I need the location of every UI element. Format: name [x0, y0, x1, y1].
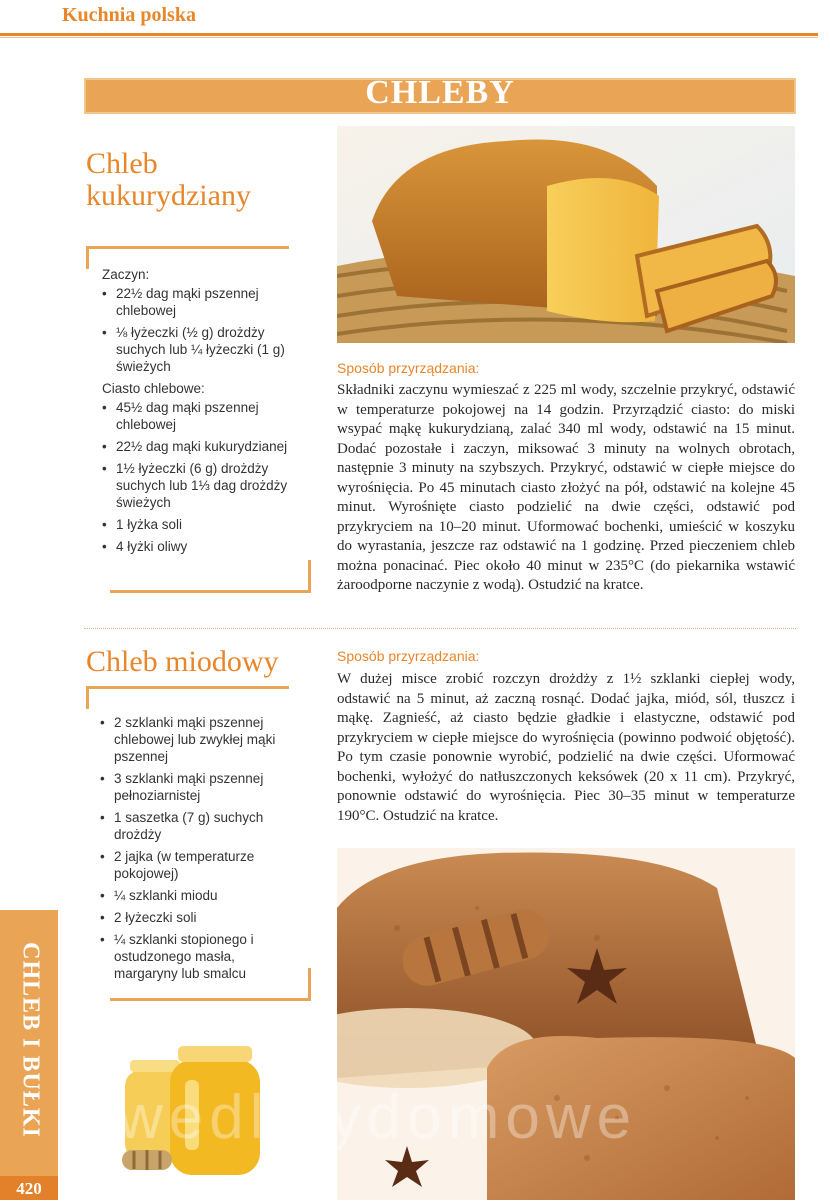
recipe2-ingredients — [100, 712, 300, 987]
recipe-divider — [84, 628, 796, 629]
ingredient-item: • 2 szklanki mąki pszennej chlebowej lub zwykłej mąki pszennej — [100, 714, 300, 765]
ingredient-group-label: Ciasto chlebowe: — [102, 381, 205, 396]
ingredient-item: • 22½ dag mąki pszennej chlebowej — [102, 285, 298, 319]
ingredients-frame-top — [86, 686, 289, 709]
ingredient-item: • 2 jajka (w temperaturze pokojowej) — [100, 848, 300, 882]
ingredient-item: • ⅛ łyżeczki (½ g) drożdży suchych lub ¼ łyżeczki (1 g) świeżych — [102, 324, 298, 375]
chapter-tab-text: CHLEB I BUŁKI — [17, 942, 44, 1138]
recipe1-method-label: Sposób przyrządzania: — [337, 360, 480, 376]
recipe2-method-text: W dużej misce zrobić rozczyn drożdży z 1½ szklanki ciepłej wody, odstawić na 5 minut, aż zaczną rosnąć. Dodać jajka, miód, sól, tłuszcz i mąkę. Zagnieść, aż ciasto będzie gładkie i elastyczne, odstawić pod przykryciem w ciepłe miejsce do wyrośnięcia (powinno podwoić objętość). Po tym czasie ponownie wyrobić, podzielić na dwie części. Uformować bochenki, wyłożyć do natłuszczonych keksówek (20 x 11 cm). Przykryć, ponownie odstawić do wyrośnięcia. Piec 30–35 minut w temperaturze 190°C. Ostudzić na kratce. — [337, 671, 795, 824]
ingredient-list — [100, 714, 300, 982]
section-title: CHLEBY — [365, 74, 515, 111]
ingredient-item: • ¼ szklanki stopionego i ostudzonego masła, margaryny lub smalcu — [100, 931, 300, 982]
running-head: Kuchnia polska — [62, 4, 196, 26]
ingredient-item: • 4 łyżki oliwy — [102, 538, 298, 555]
header-rule-thin — [0, 37, 818, 38]
ingredients-frame-bottom — [110, 560, 311, 593]
ingredient-list — [102, 399, 298, 555]
cornbread-illustration — [337, 126, 795, 343]
ingredient-group-label: Zaczyn: — [102, 267, 150, 282]
page-number: 420 — [0, 1176, 58, 1200]
recipe1-title — [86, 148, 251, 212]
ingredient-item: • 22½ dag mąki kukurydzianej — [102, 438, 298, 455]
recipe1-title-line1: Chleb — [86, 147, 158, 180]
ingredient-item: • 1 saszetka (7 g) suchych drożdży — [100, 809, 300, 843]
header-rule — [0, 33, 818, 36]
ingredient-item: • 1½ łyżeczki (6 g) drożdży suchych lub 1⅓ dag drożdży świeżych — [102, 460, 298, 511]
chapter-tab-label — [0, 930, 58, 1150]
ingredient-item: • 45½ dag mąki pszennej chlebowej — [102, 399, 298, 433]
ingredient-item: • ¼ szklanki miodu — [100, 887, 300, 904]
recipe2-method-label: Sposób przyrządzania: — [337, 648, 480, 664]
ingredient-item: • 3 szklanki mąki pszennej pełnoziarnistej — [100, 770, 300, 804]
watermark: wedlinydomowe — [118, 1083, 638, 1152]
ingredient-item: • 2 łyżeczki soli — [100, 909, 300, 926]
ingredient-list — [102, 285, 298, 375]
recipe1-ingredients — [102, 264, 298, 560]
ingredient-item: • 1 łyżka soli — [102, 516, 298, 533]
recipe1-method-text: Składniki zaczynu wymieszać z 225 ml wody, szczelnie przykryć, odstawić w temperaturze pokojowej na 14 godzin. Przyrządzić ciasto: do miski wsypać mąkę kukurydzianą, zalać 340 ml wody, odstawić na 15 minut. Dodać pozostałe i zaczyn, miksować 3 minuty na wolnych obrotach, następnie 3 minuty na szybszych. Przykryć, odstawić w ciepłe miejsce do wyrośnięcia. Po 45 minutach ciasto złożyć na pół, odstawić na kolejne 45 minut. Wyrośnięte ciasto podzielić na dwie części, odstawić pod przykryciem na 10–20 minut. Uformować bochenki, umieścić w koszyku do wyrastania, jeszcze raz odstawić na 1 godzinę. Przed pieczeniem chleb można ponacinać. Piec około 40 minut w 235°C (do piekarnika wstawić żaroodporne naczynie z wodą). Ostudzić na kratce. — [337, 382, 795, 593]
cornbread-photo — [337, 126, 795, 343]
recipe2-title: Chleb miodowy — [86, 645, 279, 678]
recipe1-title-line2: kukurydziany — [86, 179, 251, 212]
